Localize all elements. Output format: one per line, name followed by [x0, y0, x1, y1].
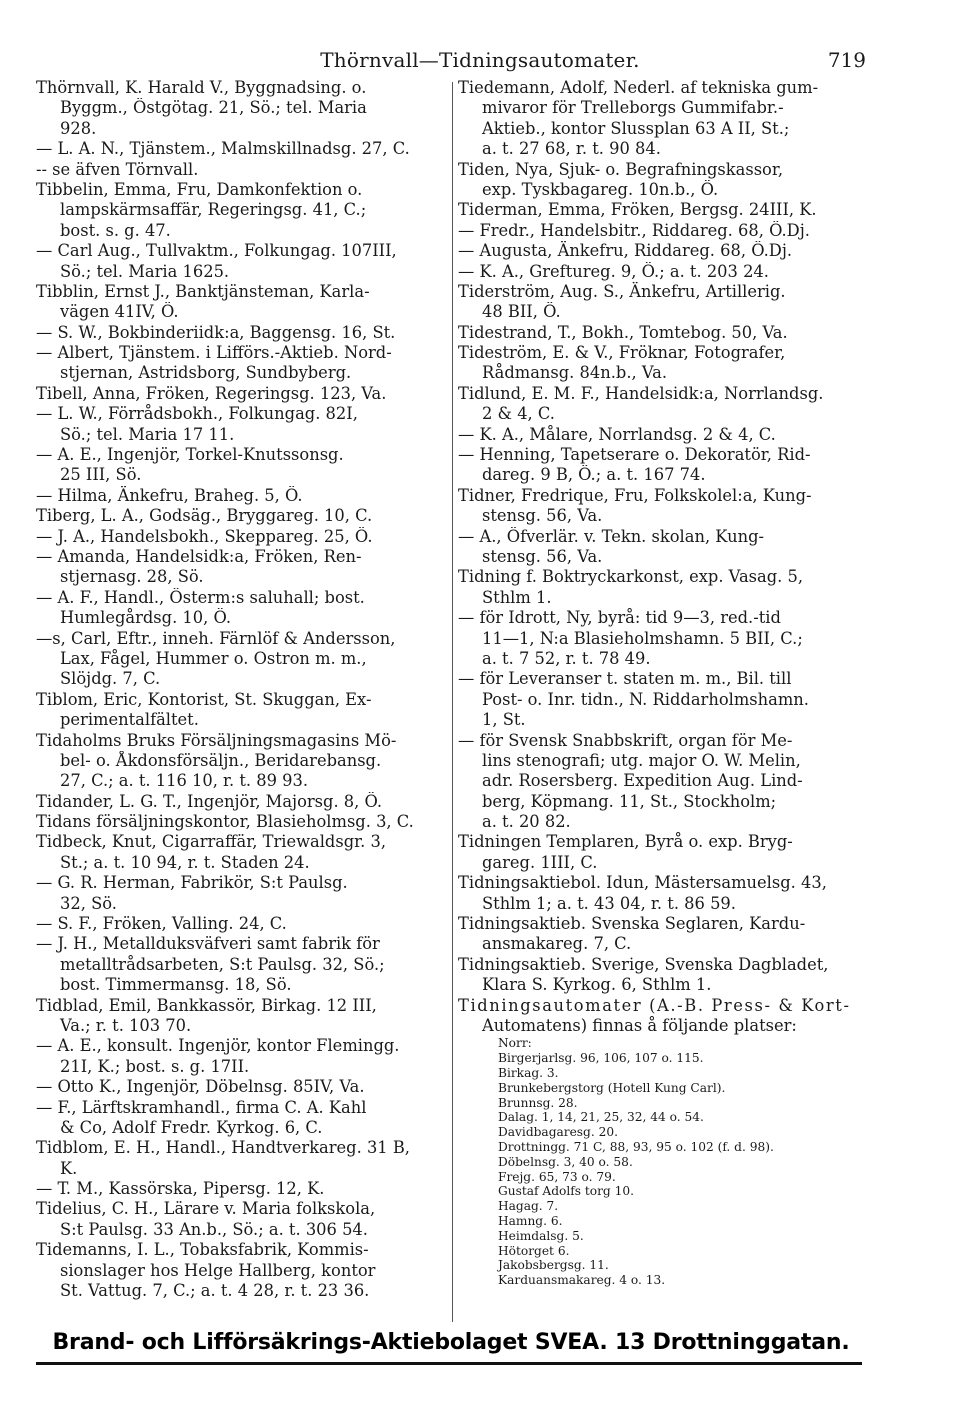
right-entry-line: stensg. 56, Va. [482, 506, 603, 526]
left-entry-line: — Hilma, Änkefru, Braheg. 5, Ö. [36, 485, 303, 505]
left-entry-line: — J. H., Metallduksväfveri samt fabrik för [36, 934, 380, 954]
right-entry-line: Heimdalsg. 5. [498, 1228, 584, 1243]
right-entry-line: Sthlm 1. [482, 587, 552, 607]
right-entry-line: Brunkebergstorg (Hotell Kung Carl). [498, 1080, 726, 1095]
right-entry-line: 1, St. [482, 710, 526, 730]
right-entry-line: Frejg. 65, 73 o. 79. [498, 1169, 616, 1184]
left-entry-line: 928. [60, 118, 97, 138]
right-entry-line: dareg. 9 B, Ö.; a. t. 167 74. [482, 465, 706, 485]
right-entry-line: a. t. 27 68, r. t. 90 84. [482, 139, 661, 159]
page-number: 719 [827, 48, 866, 72]
footer-rule [36, 1362, 862, 1365]
right-entry-line: Tiderman, Emma, Fröken, Bergsg. 24III, K. [458, 200, 817, 220]
left-entry-line: Sö.; tel. Maria 17 11. [60, 424, 235, 444]
right-entry-line: Tiderström, Aug. S., Änkefru, Artillerig. [458, 281, 786, 301]
right-entry-line: a. t. 7 52, r. t. 78 49. [482, 648, 651, 668]
right-entry-line: Aktieb., kontor Slussplan 63 A II, St.; [482, 118, 790, 138]
right-entry-line: — Augusta, Änkefru, Riddareg. 68, Ö.Dj. [458, 241, 793, 261]
left-entry-line: stjernasg. 28, Sö. [60, 567, 204, 587]
left-entry-line: vägen 41IV, Ö. [60, 302, 179, 322]
left-entry-line: sionslager hos Helge Hallberg, kontor [60, 1260, 376, 1280]
left-entry-line: — S. W., Bokbinderiidk:a, Baggensg. 16, St. [36, 322, 396, 342]
left-entry-line: Tidans försäljningskontor, Blasieholmsg. 3, C. [36, 812, 414, 832]
right-entry-line: gareg. 1III, C. [482, 852, 598, 872]
left-entry-line: — L. W., Förrådsbokh., Folkungag. 82I, [36, 404, 358, 424]
left-column [36, 78, 454, 1301]
right-entry-line: — A., Öfverlär. v. Tekn. skolan, Kung- [458, 526, 765, 546]
left-entry-line: — Carl Aug., Tullvaktm., Folkungag. 107III, [36, 241, 397, 261]
right-entry-line: ansmakareg. 7, C. [482, 934, 632, 954]
left-entry-line: bost. s. g. 47. [60, 220, 171, 240]
left-entry-line: Va.; r. t. 103 70. [60, 1015, 192, 1035]
right-entry-line: Hötorget 6. [498, 1243, 570, 1258]
left-entry-line: — Otto K., Ingenjör, Döbelnsg. 85IV, Va. [36, 1077, 365, 1097]
left-entry-line: -- se äfven Törnvall. [36, 159, 199, 179]
page-header [0, 46, 960, 74]
right-entry-line: — för Svensk Snabbskrift, organ för Me- [458, 730, 793, 750]
right-entry-line: Tidningsaktiebol. Idun, Mästersamuelsg. 43, [458, 873, 827, 893]
right-entry-line: Post- o. Inr. tidn., N. Riddarholmshamn. [482, 689, 809, 709]
right-entry-line: 48 BII, Ö. [482, 302, 561, 322]
right-entry-line: — för Leveranser t. staten m. m., Bil. till [458, 669, 792, 689]
running-title: Thörnvall—Tidningsautomater. [320, 48, 640, 72]
right-entry-line: adr. Rosersberg. Expedition Aug. Lind- [482, 771, 803, 791]
left-entry-line: Tiblom, Eric, Kontorist, St. Skuggan, Ex- [36, 689, 372, 709]
right-entry-line: — för Idrott, Ny, byrå: tid 9—3, red.-tid [458, 608, 781, 628]
left-entry-line: K. [60, 1158, 78, 1178]
right-entry-line: Tidning f. Boktryckarkonst, exp. Vasag. 5, [458, 567, 804, 587]
left-entry-line: 25 III, Sö. [60, 465, 142, 485]
right-entry-line: 2 & 4, C. [482, 404, 555, 424]
right-entry-line: mivaror för Trelleborgs Gummifabr.- [482, 98, 784, 118]
right-entry-line: lins stenografi; utg. major O. W. Melin, [482, 750, 801, 770]
right-entry-line: — K. A., Målare, Norrlandsg. 2 & 4, C. [458, 424, 776, 444]
left-entry-line: 21I, K.; bost. s. g. 17II. [60, 1056, 250, 1076]
left-entry-line: — S. F., Fröken, Valling. 24, C. [36, 914, 287, 934]
right-entry-line: Karduansmakareg. 4 o. 13. [498, 1273, 666, 1288]
left-entry-line: Sö.; tel. Maria 1625. [60, 261, 230, 281]
left-entry-line: — G. R. Herman, Fabrikör, S:t Paulsg. [36, 873, 348, 893]
right-entry-line: — K. A., Greftureg. 9, Ö.; a. t. 203 24. [458, 261, 769, 281]
left-entry-line: perimentalfältet. [60, 710, 199, 730]
right-entry-line: Tiden, Nya, Sjuk- o. Begrafningskassor, [458, 159, 784, 179]
left-entry-line: Tibbelin, Emma, Fru, Damkonfektion o. [36, 179, 363, 199]
left-entry-line: — A. E., konsult. Ingenjör, kontor Flemingg. [36, 1036, 400, 1056]
left-entry-line: Humlegårdsg. 10, Ö. [60, 608, 232, 628]
right-entry-line: Birkag. 3. [498, 1065, 559, 1080]
right-entry-line: Davidbagaresg. 20. [498, 1125, 618, 1140]
right-entry-line: Tiedemann, Adolf, Nederl. af tekniska gum- [458, 78, 819, 97]
left-entry-line: 32, Sö. [60, 893, 117, 913]
left-entry-line: Tidblom, E. H., Handl., Handtverkareg. 31 B, [36, 1138, 410, 1158]
left-entry-line: stjernan, Astridsborg, Sundbyberg. [60, 363, 352, 383]
left-entry-line: —s, Carl, Eftr., inneh. Färnlöf & Andersson, [36, 628, 396, 648]
left-entry-line: Tidemanns, I. L., Tobaksfabrik, Kommis- [36, 1240, 369, 1260]
footer-advertisement: Brand- och Lifförsäkrings-Aktiebolaget SVEA. 13 Drottninggatan. [52, 1330, 850, 1355]
right-entry-line: Drottningg. 71 C, 88, 93, 95 o. 102 (f. d. 98). [498, 1139, 774, 1154]
right-entry-line: a. t. 20 82. [482, 812, 571, 832]
left-entry-line: Tibell, Anna, Fröken, Regeringsg. 123, Va. [36, 383, 387, 403]
right-entry-line: Gustaf Adolfs torg 10. [498, 1184, 634, 1199]
right-entry-line: Tidlund, E. M. F., Handelsidk:a, Norrlandsg. [458, 383, 824, 403]
left-entry-line: St.; a. t. 10 94, r. t. Staden 24. [60, 852, 310, 872]
left-entry-line: bost. Timmermansg. 18, Sö. [60, 975, 292, 995]
column-divider [452, 82, 453, 1322]
right-column [458, 78, 876, 1288]
left-entry-line: Tidbeck, Knut, Cigarraffär, Triewaldsgr. 3, [36, 832, 387, 852]
right-entry-line: Tidningen Templaren, Byrå o. exp. Bryg- [458, 832, 793, 852]
left-entry-line: Tibblin, Ernst J., Banktjänsteman, Karla- [36, 281, 370, 301]
right-entry-line: Jakobsbergsg. 11. [498, 1258, 609, 1273]
left-entry-line: lampskärmsaffär, Regeringsg. 41, C.; [60, 200, 367, 220]
right-entry-line: Norr: [498, 1036, 532, 1051]
left-entry-line: bel- o. Åkdonsförsäljn., Beridarebansg. [60, 750, 382, 770]
right-entry-line: — Fredr., Handelsbitr., Riddareg. 68, Ö.Dj. [458, 220, 810, 240]
left-entry-line: — Albert, Tjänstem. i Lifförs.-Aktieb. Nord- [36, 343, 392, 363]
left-entry-line: — J. A., Handelsbokh., Skeppareg. 25, Ö. [36, 526, 373, 546]
right-entry-line: Hamng. 6. [498, 1213, 563, 1228]
right-entry-line: Klara S. Kyrkog. 6, Sthlm 1. [482, 975, 712, 995]
left-entry-line: 27, C.; a. t. 116 10, r. t. 89 93. [60, 771, 309, 791]
right-entry-line: stensg. 56, Va. [482, 546, 603, 566]
right-entry-line: berg, Köpmang. 11, St., Stockholm; [482, 791, 777, 811]
right-entry-line: Döbelnsg. 3, 40 o. 58. [498, 1154, 633, 1169]
left-entry-line: Lax, Fågel, Hummer o. Ostron m. m., [60, 648, 367, 668]
left-entry-line: Thörnvall, K. Harald V., Byggnadsing. o. [36, 78, 367, 97]
left-entry-line: Tiberg, L. A., Godsäg., Bryggareg. 10, C. [36, 506, 373, 526]
left-entry-line: — F., Lärftskramhandl., firma C. A. Kahl [36, 1097, 367, 1117]
right-entry-line: Tidestrand, T., Bokh., Tomtebog. 50, Va. [458, 322, 788, 342]
right-entry-line: 11—1, N:a Blasieholmshamn. 5 BII, C.; [482, 628, 803, 648]
left-entry-line: — A. F., Handl., Österm:s saluhall; bost. [36, 587, 365, 607]
right-entry-line: Birgerjarlsg. 96, 106, 107 o. 115. [498, 1051, 704, 1066]
right-entry-line: Brunnsg. 28. [498, 1095, 578, 1110]
right-entry-line: Rådmansg. 84n.b., Va. [482, 363, 667, 383]
left-entry-line: Slöjdg. 7, C. [60, 669, 161, 689]
right-entry-line: exp. Tyskbagareg. 10n.b., Ö. [482, 179, 719, 199]
left-entry-line: Byggm., Östgötag. 21, Sö.; tel. Maria [60, 98, 367, 118]
right-entry-line: Tideström, E. & V., Fröknar, Fotografer, [458, 343, 786, 363]
right-entry-line: — Henning, Tapetserare o. Dekoratör, Rid- [458, 445, 811, 465]
left-entry-line: — Amanda, Handelsidk:a, Fröken, Ren- [36, 546, 362, 566]
right-entry-line: Automatens) finnas å följande platser: [482, 1015, 797, 1035]
left-entry-line: Tidelius, C. H., Lärare v. Maria folkskola, [36, 1199, 376, 1219]
right-entry-line: Tidningsaktieb. Sverige, Svenska Dagbladet, [458, 954, 829, 974]
right-entry-line: Tidningsautomater (A.-B. Press- & Kort- [458, 995, 851, 1015]
right-entry-line: Tidner, Fredrique, Fru, Folkskolel:a, Kung- [458, 485, 812, 505]
left-entry-line: St. Vattug. 7, C.; a. t. 4 28, r. t. 23 36. [60, 1281, 370, 1301]
left-entry-line: S:t Paulsg. 33 An.b., Sö.; a. t. 306 54. [60, 1219, 368, 1239]
right-entry-line: Sthlm 1; a. t. 43 04, r. t. 86 59. [482, 893, 736, 913]
left-entry-line: Tidander, L. G. T., Ingenjör, Majorsg. 8, Ö. [36, 791, 383, 811]
left-entry-line: & Co, Adolf Fredr. Kyrkog. 6, C. [60, 1117, 323, 1137]
left-entry-line: — T. M., Kassörska, Pipersg. 12, K. [36, 1179, 325, 1199]
left-entry-line: — L. A. N., Tjänstem., Malmskillnadsg. 27, C. [36, 139, 410, 159]
left-entry-line: metalltrådsarbeten, S:t Paulsg. 32, Sö.; [60, 954, 385, 974]
left-entry-line: Tidblad, Emil, Bankkassör, Birkag. 12 III, [36, 995, 377, 1015]
right-entry-line: Hagag. 7. [498, 1199, 559, 1214]
right-entry-line: Tidningsaktieb. Svenska Seglaren, Kardu- [458, 914, 806, 934]
left-entry-line: — A. E., Ingenjör, Torkel-Knutssonsg. [36, 445, 344, 465]
left-entry-line: Tidaholms Bruks Försäljningsmagasins Mö- [36, 730, 397, 750]
right-entry-line: Dalag. 1, 14, 21, 25, 32, 44 o. 54. [498, 1110, 704, 1125]
